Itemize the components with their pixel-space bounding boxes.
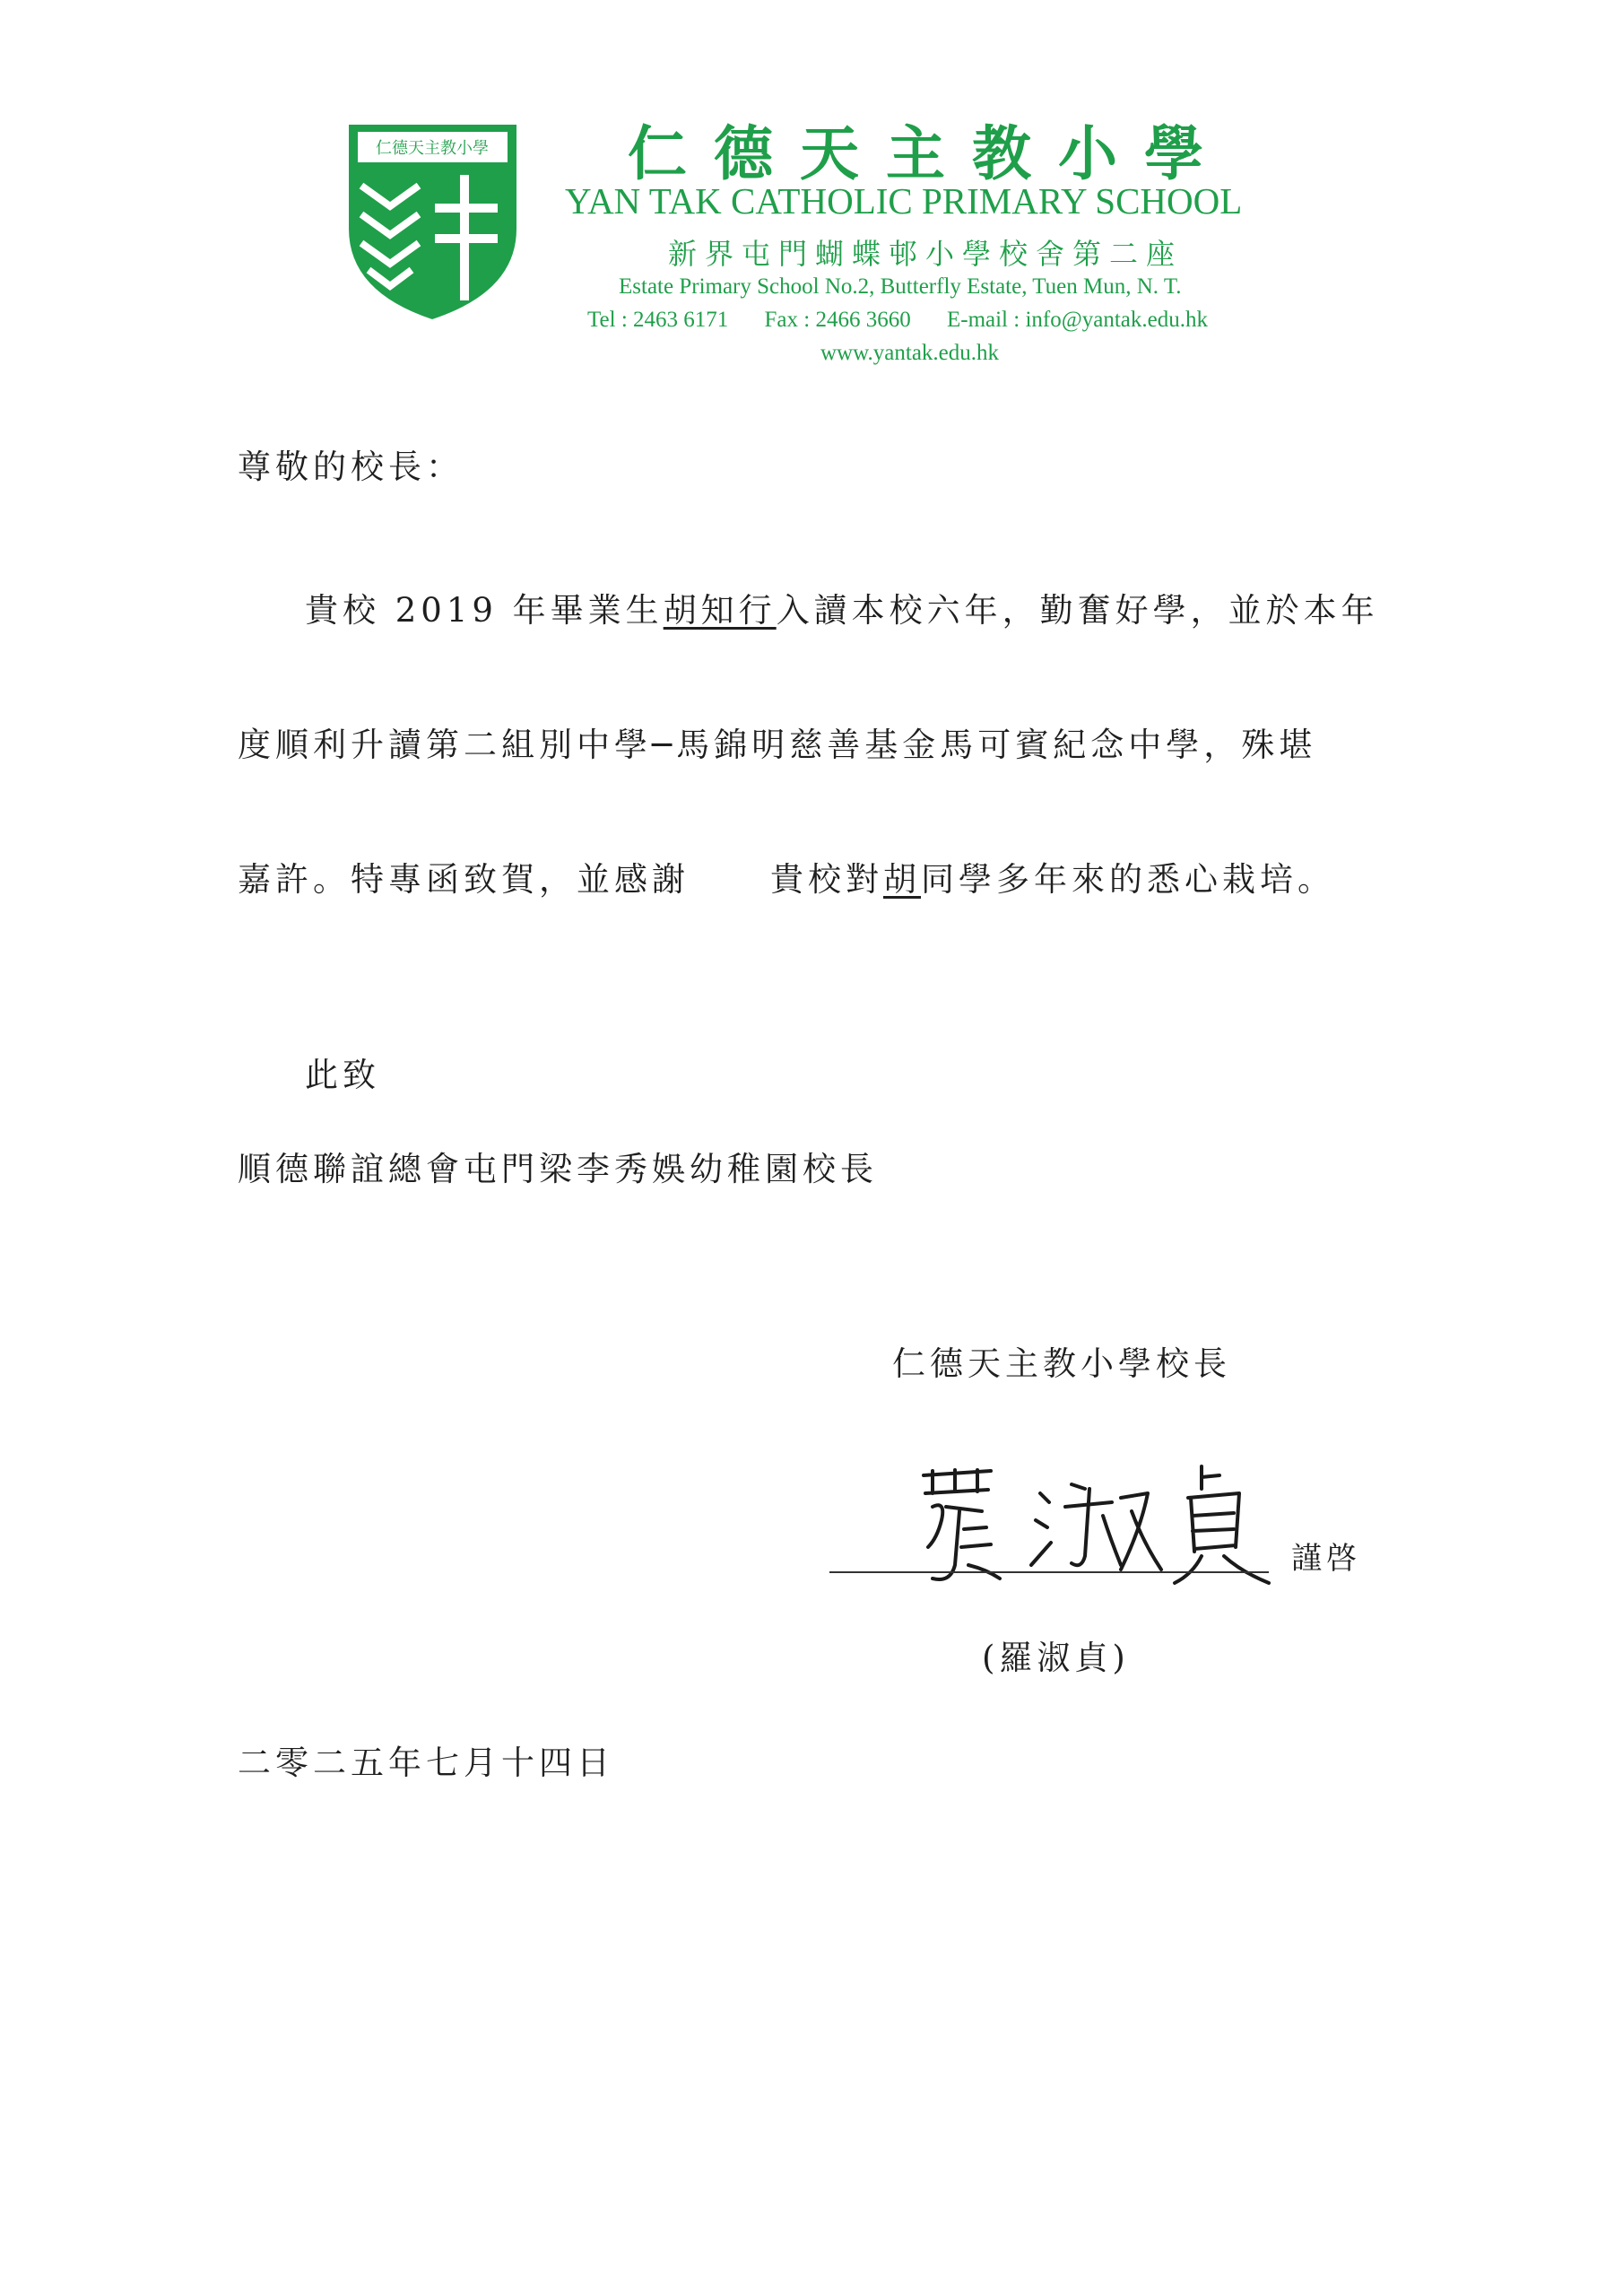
printed-name: (羅淑貞) <box>982 1639 1130 1677</box>
school-crest-icon <box>345 121 520 323</box>
salutation: 尊敬的校長： <box>238 448 464 486</box>
school-name-en: YAN TAK CATHOLIC PRIMARY SCHOOL <box>565 180 1243 222</box>
email-text: E-mail : info@yantak.edu.hk <box>946 308 1208 332</box>
paragraph-3 <box>238 852 1335 900</box>
para1-tail: 入讀本校六年，勤奮好學，並於本年 <box>776 591 1379 630</box>
para3-mid: 貴校對 <box>770 860 883 899</box>
respect-closing: 謹啓 <box>1291 1541 1361 1577</box>
para1-lead: 貴校 2019 年畢業生 <box>305 591 664 630</box>
signature-line <box>829 1571 1269 1573</box>
paragraph-2: 度順利升讀第二組別中學─馬錦明慈善基金馬可賓紀念中學，殊堪 <box>238 726 1317 764</box>
address-zh: 新界屯門蝴蝶邨小學校舍第二座 <box>668 237 1184 271</box>
paragraph-1 <box>305 583 1379 631</box>
tel-text: Tel : 2463 6171 <box>587 308 729 332</box>
website-text: www.yantak.edu.hk <box>820 341 1000 365</box>
student-surname: 胡 <box>883 860 921 899</box>
para3-tail: 同學多年來的悉心栽培。 <box>921 860 1335 899</box>
letter-date: 二零二五年七月十四日 <box>238 1744 614 1782</box>
student-name: 胡知行 <box>663 591 777 630</box>
address-en: Estate Primary School No.2, Butterfly Estate, Tuen Mun, N. T. <box>619 274 1182 299</box>
svg-text:仁德天主教小學: 仁德天主教小學 <box>376 139 489 158</box>
school-name-zh: 仁德天主教小學 <box>628 119 1230 188</box>
closing: 此致 <box>305 1056 380 1094</box>
contact-line <box>587 308 1305 333</box>
fax-text: Fax : 2466 3660 <box>764 308 911 332</box>
signer-title: 仁德天主教小學校長 <box>892 1344 1231 1383</box>
recipient: 順德聯誼總會屯門梁李秀娛幼稚園校長 <box>238 1150 878 1188</box>
letterhead <box>0 0 1623 386</box>
para3-lead: 嘉許。特專函致賀，並感謝 <box>238 860 690 899</box>
